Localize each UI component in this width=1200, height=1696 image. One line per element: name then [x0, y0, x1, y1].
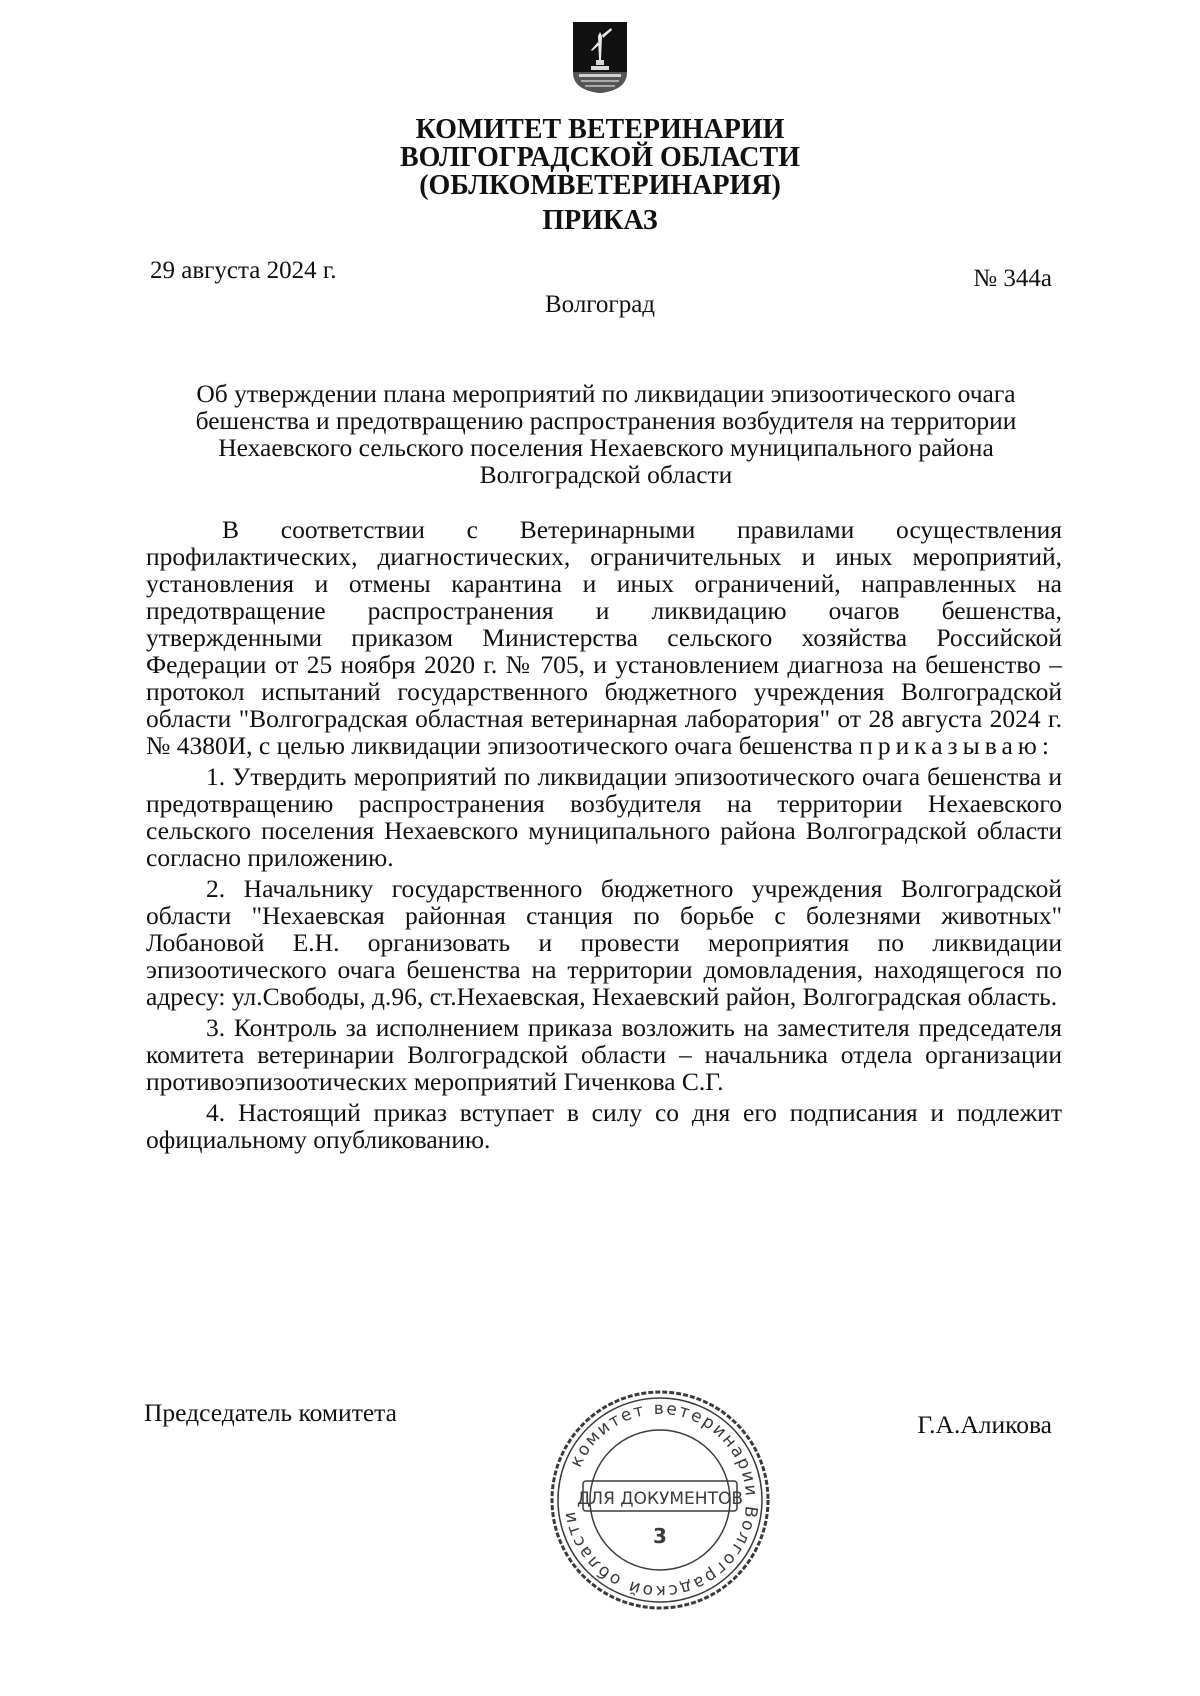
order-item-3: 3. Контроль за исполнением приказа возложить на заместителя председателя комитета ветеринарии Волгоградской области – начальника отдела организации противоэпизоотических мероприятий Гиченкова С.Г. [146, 1013, 1062, 1096]
document-number: № 344а [973, 265, 1052, 292]
order-item-4: 4. Настоящий приказ вступает в силу со дня его подписания и подлежит официальному опубликованию. [146, 1098, 1062, 1154]
preamble-paragraph [146, 516, 1062, 759]
signatory-role: Председатель комитета [144, 1398, 397, 1427]
document-type-title: ПРИКАЗ [542, 205, 658, 236]
org-line-2: ВОЛГОГРАДСКОЙ ОБЛАСТИ [400, 142, 800, 173]
stamp-center-text: ДЛЯ ДОКУМЕНТОВ [577, 1489, 743, 1509]
order-item-2: 2. Начальнику государственного бюджетного учреждения Волгоградской области "Нехаевская районная станция по борьбе с болезнями животных" Лобановой Е.Н. организовать и провести мероприятия по ликвидации эпизоотического очага бешенства на территории домовладения, находящегося по адресу: ул.Свободы, д.96, ст.Нехаевская, Нехаевский район, Волгоградская область. [146, 874, 1062, 1011]
order-item-1: 1. Утвердить мероприятий по ликвидации эпизоотического очага бешенства и предотвращению распространения возбудителя на территории Нехаевского сельского поселения Нехаевского муниципального района Волгоградской области согласно приложению. [146, 762, 1062, 872]
document-date: 29 августа 2024 г. [150, 257, 337, 284]
org-line-3: (ОБЛКОМВЕТЕРИНАРИЯ) [419, 170, 781, 201]
document-body [146, 516, 1062, 1153]
official-stamp [545, 1385, 775, 1615]
stamp-number: 3 [653, 1524, 667, 1548]
volgograd-coat-of-arms-icon [571, 20, 629, 95]
document-city: Волгоград [544, 291, 656, 318]
document-subject: Об утверждении плана мероприятий по ликвидации эпизоотического очага бешенства и предотвращению распространения возбудителя на территории Нехаевского сельского поселения Нехаевского муниципального района Волгоградской области [195, 379, 1017, 489]
preamble-text: В соответствии с Ветеринарными правилами осуществления профилактических, диагностических, ограничительных и иных мероприятий, установления и отмены карантина и иных ограничений, направленных на предотвращение распространения и ликвидацию очагов бешенства, утвержденными приказом Министерства сельского хозяйства Российской Федерации от 25 ноября 2020 г. № 705, и установлением диагноза на бешенство – протокол испытаний государственного бюджетного учреждения Волгоградской области "Волгоградская областная ветеринарная лаборатория" от 28 августа 2024 г. № 4380И, с целью ликвидации эпизоотического очага бешенства [146, 515, 1062, 760]
order-word: приказываю: [859, 731, 1054, 760]
org-line-1: КОМИТЕТ ВЕТЕРИНАРИИ [415, 114, 785, 145]
organization-name [300, 116, 900, 200]
stamp-ring-text: комитет ветеринарии Волгоградской области [559, 1398, 762, 1602]
signatory-name: Г.А.Аликова [917, 1410, 1052, 1439]
